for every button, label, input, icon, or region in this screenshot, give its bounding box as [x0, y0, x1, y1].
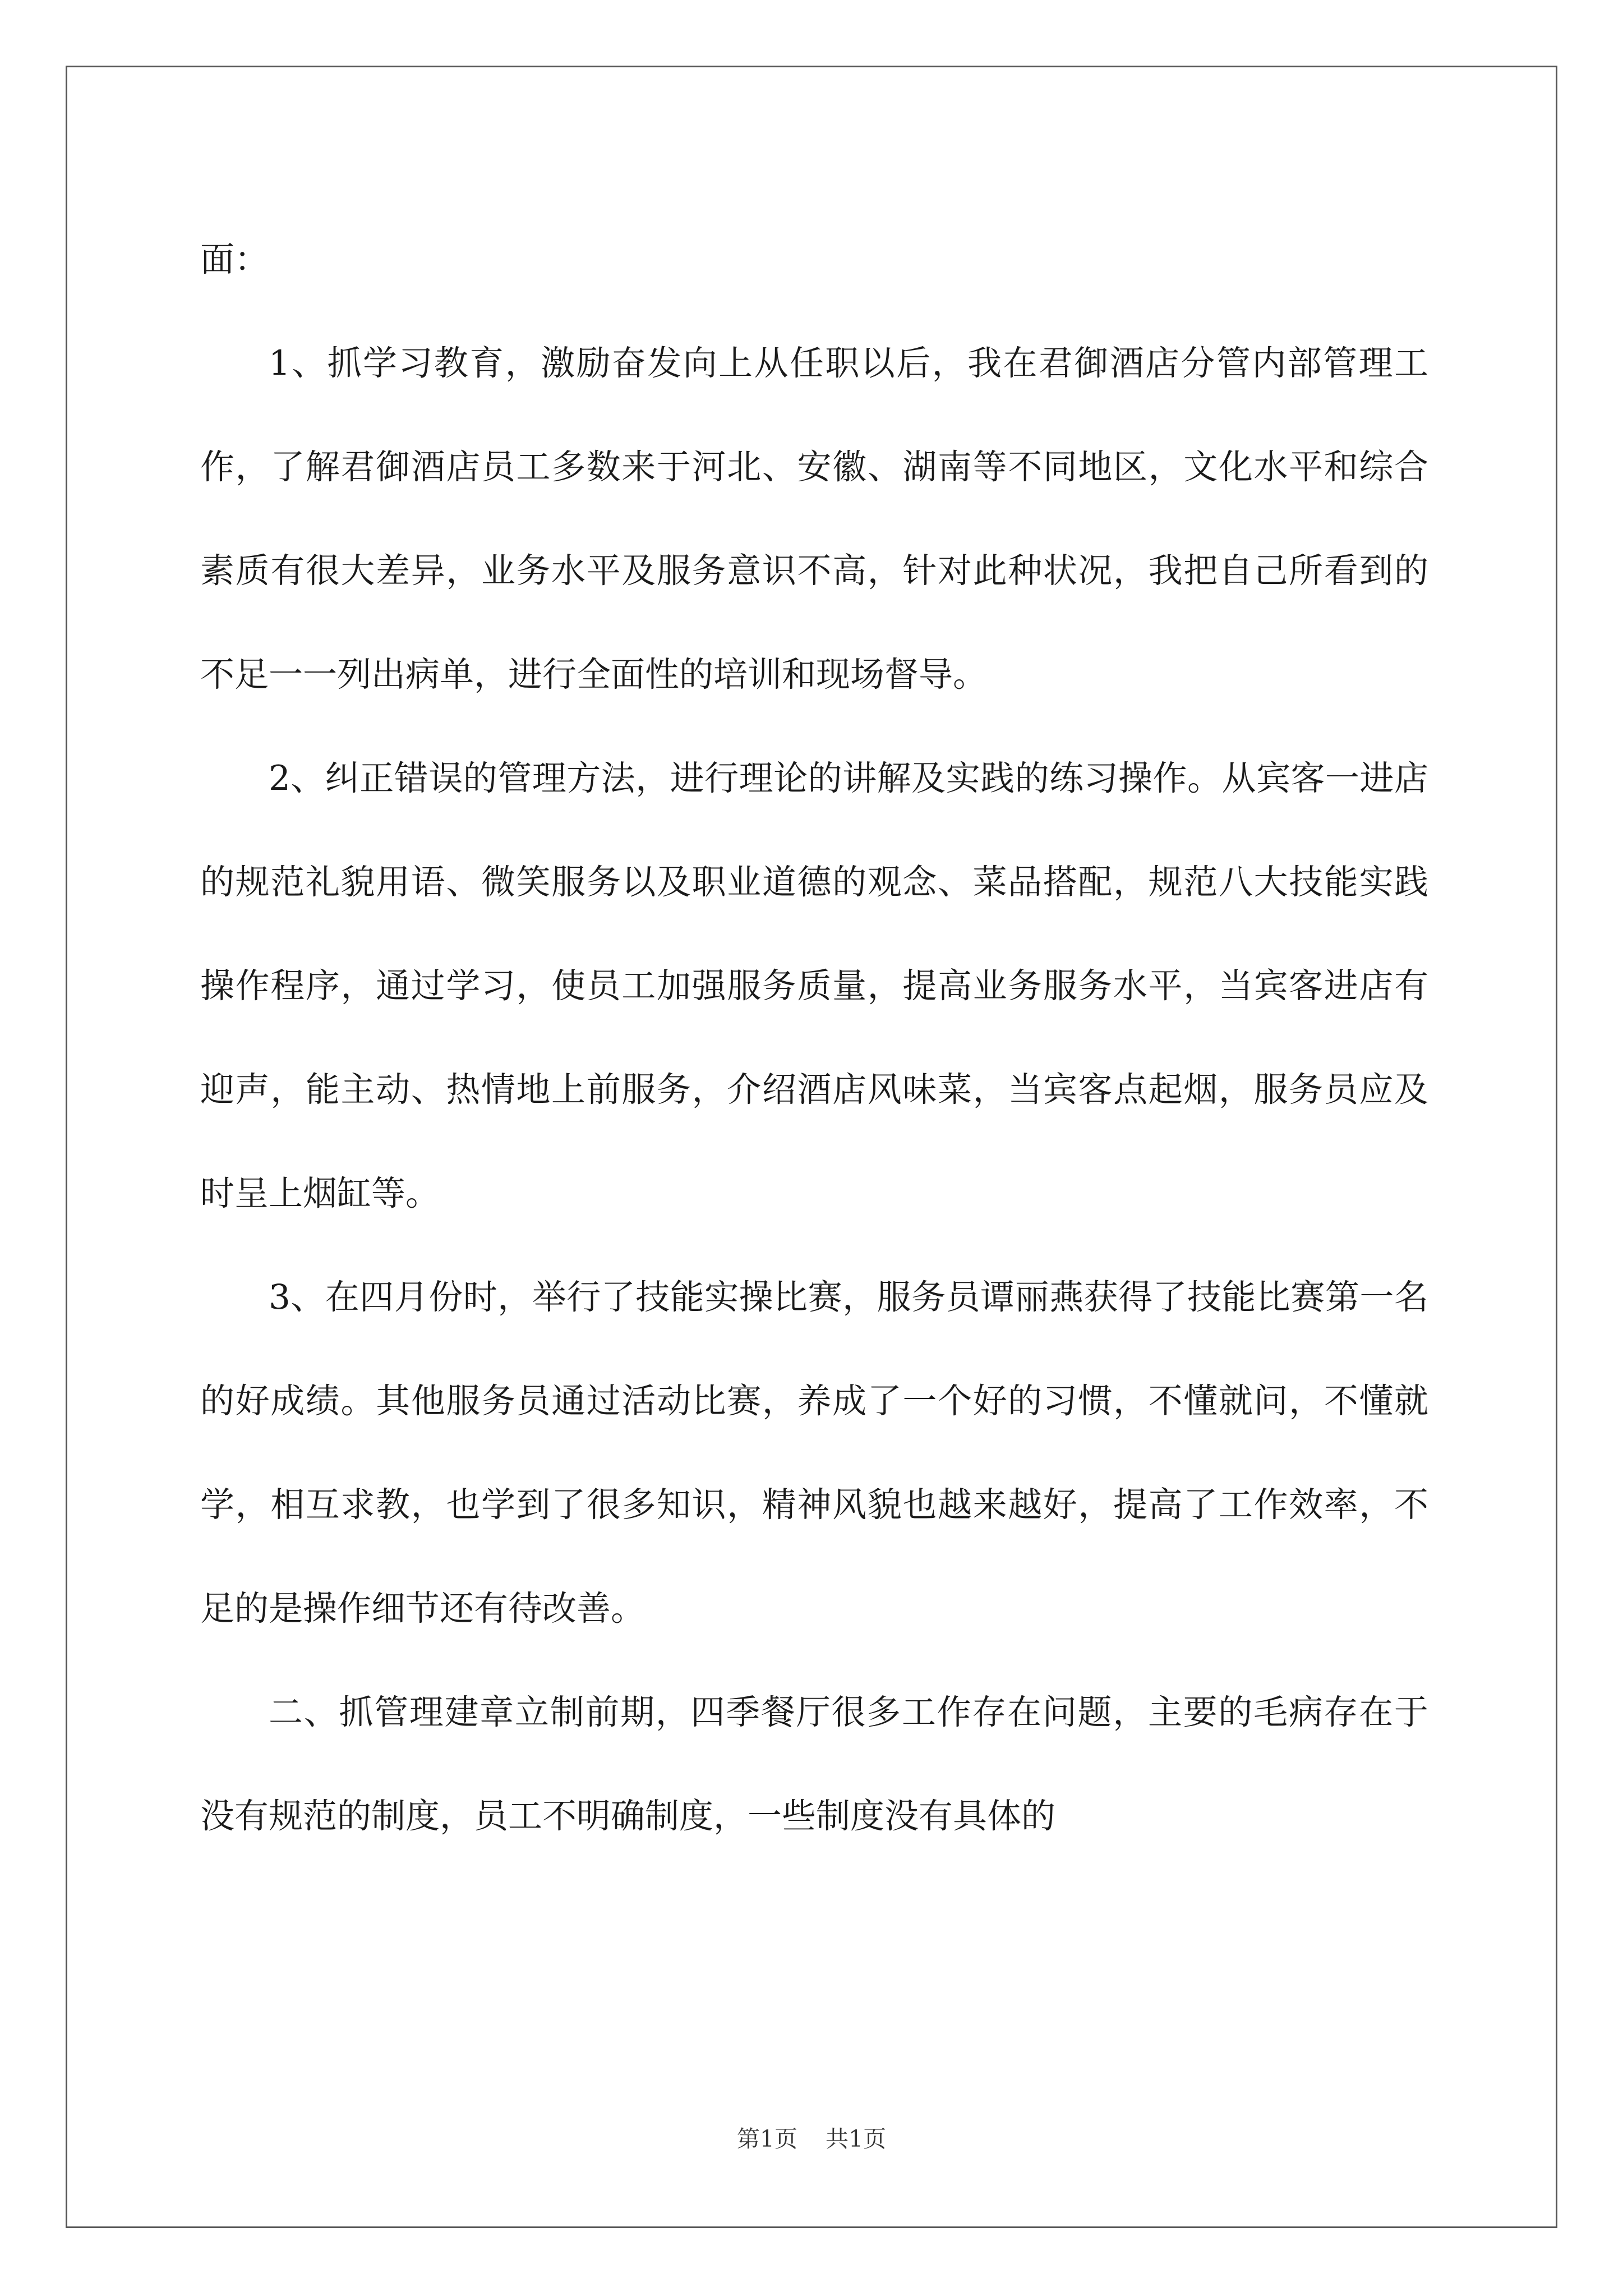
page-total: 共1页	[826, 2125, 887, 2152]
paragraph: 3、在四月份时，举行了技能实操比赛，服务员谭丽燕获得了技能比赛第一名的好成绩。其他服务员通过活动比赛，养成了一个好的习惯，不懂就问，不懂就学，相互求教，也学到了很多知识，精神风貌也越来越好，提高了工作效率，不足的是操作细节还有待改善。	[200, 1277, 1428, 1628]
paragraph: 2、纠正错误的管理方法，进行理论的讲解及实践的练习操作。从宾客一进店的规范礼貌用语、微笑服务以及职业道德的观念、菜品搭配，规范八大技能实践操作程序，通过学习，使员工加强服务质量，提高业务服务水平，当宾客进店有迎声，能主动、热情地上前服务，介绍酒店风味菜，当宾客点起烟，服务员应及时呈上烟缸等。	[200, 758, 1428, 1213]
page-number: 第1页	[736, 2125, 797, 2152]
paragraph: 二、抓管理建章立制前期，四季餐厅很多工作存在问题，主要的毛病存在于没有规范的制度，员工不明确制度，一些制度没有具体的	[200, 1692, 1428, 1836]
page-footer	[0, 2120, 1623, 2154]
paragraph: 1、抓学习教育，激励奋发向上从任职以后，我在君御酒店分管内部管理工作，了解君御酒店员工多数来于河北、安徽、湖南等不同地区，文化水平和综合素质有很大差异，业务水平及服务意识不高，针对此种状况，我把自己所看到的不足一一列出病单，进行全面性的培训和现场督导。	[200, 343, 1428, 694]
document-body	[200, 208, 1428, 1868]
paragraph: 面：	[200, 240, 269, 279]
